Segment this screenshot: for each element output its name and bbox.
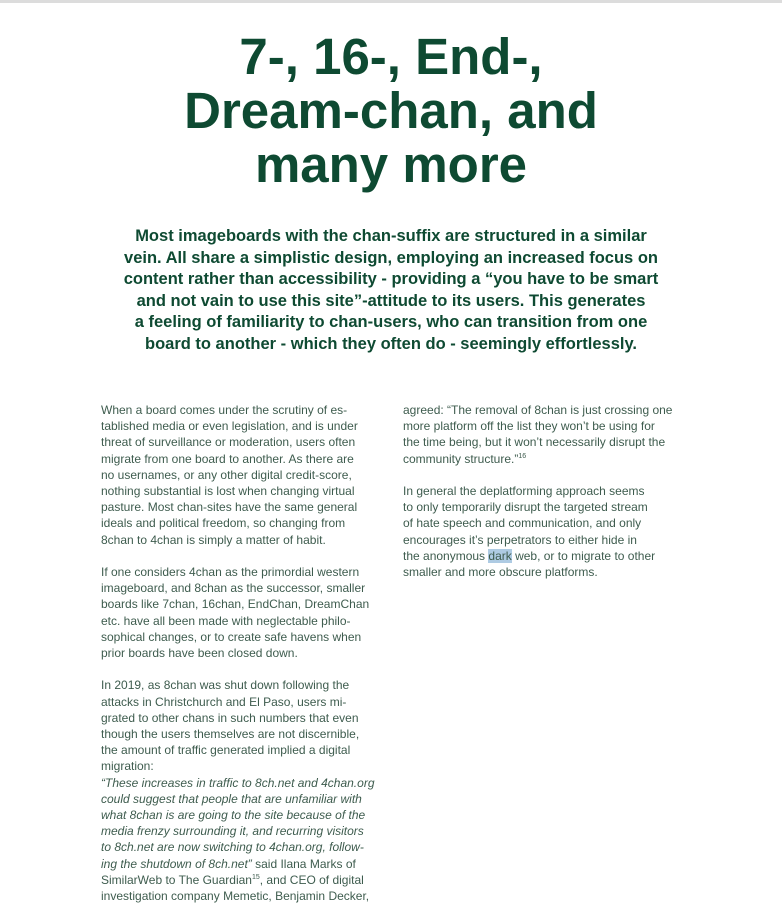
text-line: attacks in Christchurch and El Paso, users mi- <box>101 694 347 709</box>
paragraph-board-migration <box>101 402 387 548</box>
text-line: ideals and political freedom, so changing from <box>101 516 346 531</box>
text-line: In general the deplatforming approach seems <box>403 484 645 498</box>
footnote-ref-15[interactable]: 15 <box>251 873 260 881</box>
text-line: no usernames, or any other digital credit-score, <box>101 467 352 482</box>
lead-paragraph <box>0 226 782 355</box>
text-line: investigation company Memetic, Benjamin Decker, <box>101 889 370 904</box>
text-line: the amount of traffic generated implied a digital <box>101 743 351 758</box>
quote-line: could suggest that people that are unfamiliar with <box>101 791 362 806</box>
quote-line: “These increases in traffic to 8ch.net and 4chan.org <box>101 775 375 790</box>
highlighted-word-selection[interactable]: dark <box>488 548 512 563</box>
text-line: etc. have all been made with neglectable philo- <box>101 613 351 628</box>
paragraph-gap <box>101 548 387 564</box>
paragraph-gap <box>403 467 693 483</box>
text-line: smaller and more obscure platforms. <box>403 565 598 580</box>
quote-line: to 8ch.net are now switching to 4chan.org, follow- <box>101 840 364 855</box>
text-line: 8chan to 4chan is simply a matter of habit. <box>101 532 326 547</box>
paragraph-2019-shutdown <box>101 677 387 904</box>
text-line: When a board comes under the scrutiny of es- <box>101 403 348 417</box>
quote-end: ing the shutdown of 8ch.net” <box>101 856 252 871</box>
lead-line: board to another - which they often do - seemingly effortlessly. <box>144 334 637 353</box>
text-line: grated to other chans in such numbers that even <box>101 710 359 725</box>
text-line: the time being, but it won’t necessarily disrupt the <box>403 435 666 450</box>
text-line: more platform off the list they won’t be using for <box>403 419 655 434</box>
text-line: prior boards have been closed down. <box>101 646 298 661</box>
attribution-continued: , and CEO of digital <box>259 872 364 887</box>
text-line <box>403 451 693 467</box>
paragraph-smaller-boards <box>101 564 387 661</box>
title-line: Dream-chan, and <box>184 82 598 139</box>
text-line: boards like 7chan, 16chan, EndChan, DreamChan <box>101 597 370 612</box>
page-top-rule <box>0 0 782 3</box>
text-segment: web, or to migrate to other <box>511 548 656 563</box>
lead-line: a feeling of familiarity to chan-users, who can transition from one <box>134 313 648 331</box>
paragraph-gap <box>101 661 387 677</box>
lead-line: and not vain to use this site”-attitude to its users. This generates <box>136 291 646 310</box>
lead-line: content rather than accessibility - providing a “you have to be smart <box>123 270 659 288</box>
text-line: agreed: “The removal of 8chan is just crossing one <box>403 403 673 417</box>
text-line: tablished media or even legislation, and is under <box>101 419 358 434</box>
text-segment: the anonymous <box>403 548 489 563</box>
text-line: nothing substantial is lost when changing virtual <box>101 484 355 499</box>
text-line: pasture. Most chan-sites have the same general <box>101 500 358 515</box>
body-column-left <box>101 402 387 904</box>
quote-end-text: community structure.” <box>403 451 519 466</box>
quote-attribution: said Ilana Marks of <box>251 856 356 871</box>
attribution-line <box>101 872 387 888</box>
text-line: of hate speech and communication, and only <box>403 516 642 531</box>
quote-attribution-line <box>101 856 387 872</box>
text-line: migrate from one board to another. As there are <box>101 451 354 466</box>
paragraph-deplatforming <box>403 483 693 580</box>
title-line: 7-, 16-, End-, <box>239 28 543 85</box>
lead-line: Most imageboards with the chan-suffix are structured in a similar <box>135 227 647 245</box>
text-line: sophical changes, or to create safe havens when <box>101 629 362 644</box>
text-line: migration: <box>101 759 154 774</box>
text-line: In 2019, as 8chan was shut down following the <box>101 678 350 693</box>
footnote-ref-16[interactable]: 16 <box>518 452 527 460</box>
title-line: many more <box>254 136 528 193</box>
attribution-source: SimilarWeb to The Guardian <box>101 872 252 887</box>
text-line: though the users themselves are not discernible, <box>101 727 360 742</box>
text-line: encourages it’s perpetrators to either hide in <box>403 532 637 547</box>
quote-line: media frenzy surrounding it, and recurring visitors <box>101 824 364 839</box>
text-line: threat of surveillance or moderation, users often <box>101 435 356 450</box>
text-line <box>403 548 693 564</box>
quote-line: what 8chan is are going to the site because of the <box>101 808 366 823</box>
body-column-right <box>403 402 693 580</box>
lead-line: vein. All share a simplistic design, employing an increased focus on <box>124 248 658 267</box>
article-title <box>0 30 782 192</box>
text-line: imageboard, and 8chan as the successor, smaller <box>101 581 366 596</box>
paragraph-decker-quote <box>403 402 693 467</box>
text-line: to only temporarily disrupt the targeted stream <box>403 500 648 515</box>
text-line: If one considers 4chan as the primordial western <box>101 565 360 580</box>
